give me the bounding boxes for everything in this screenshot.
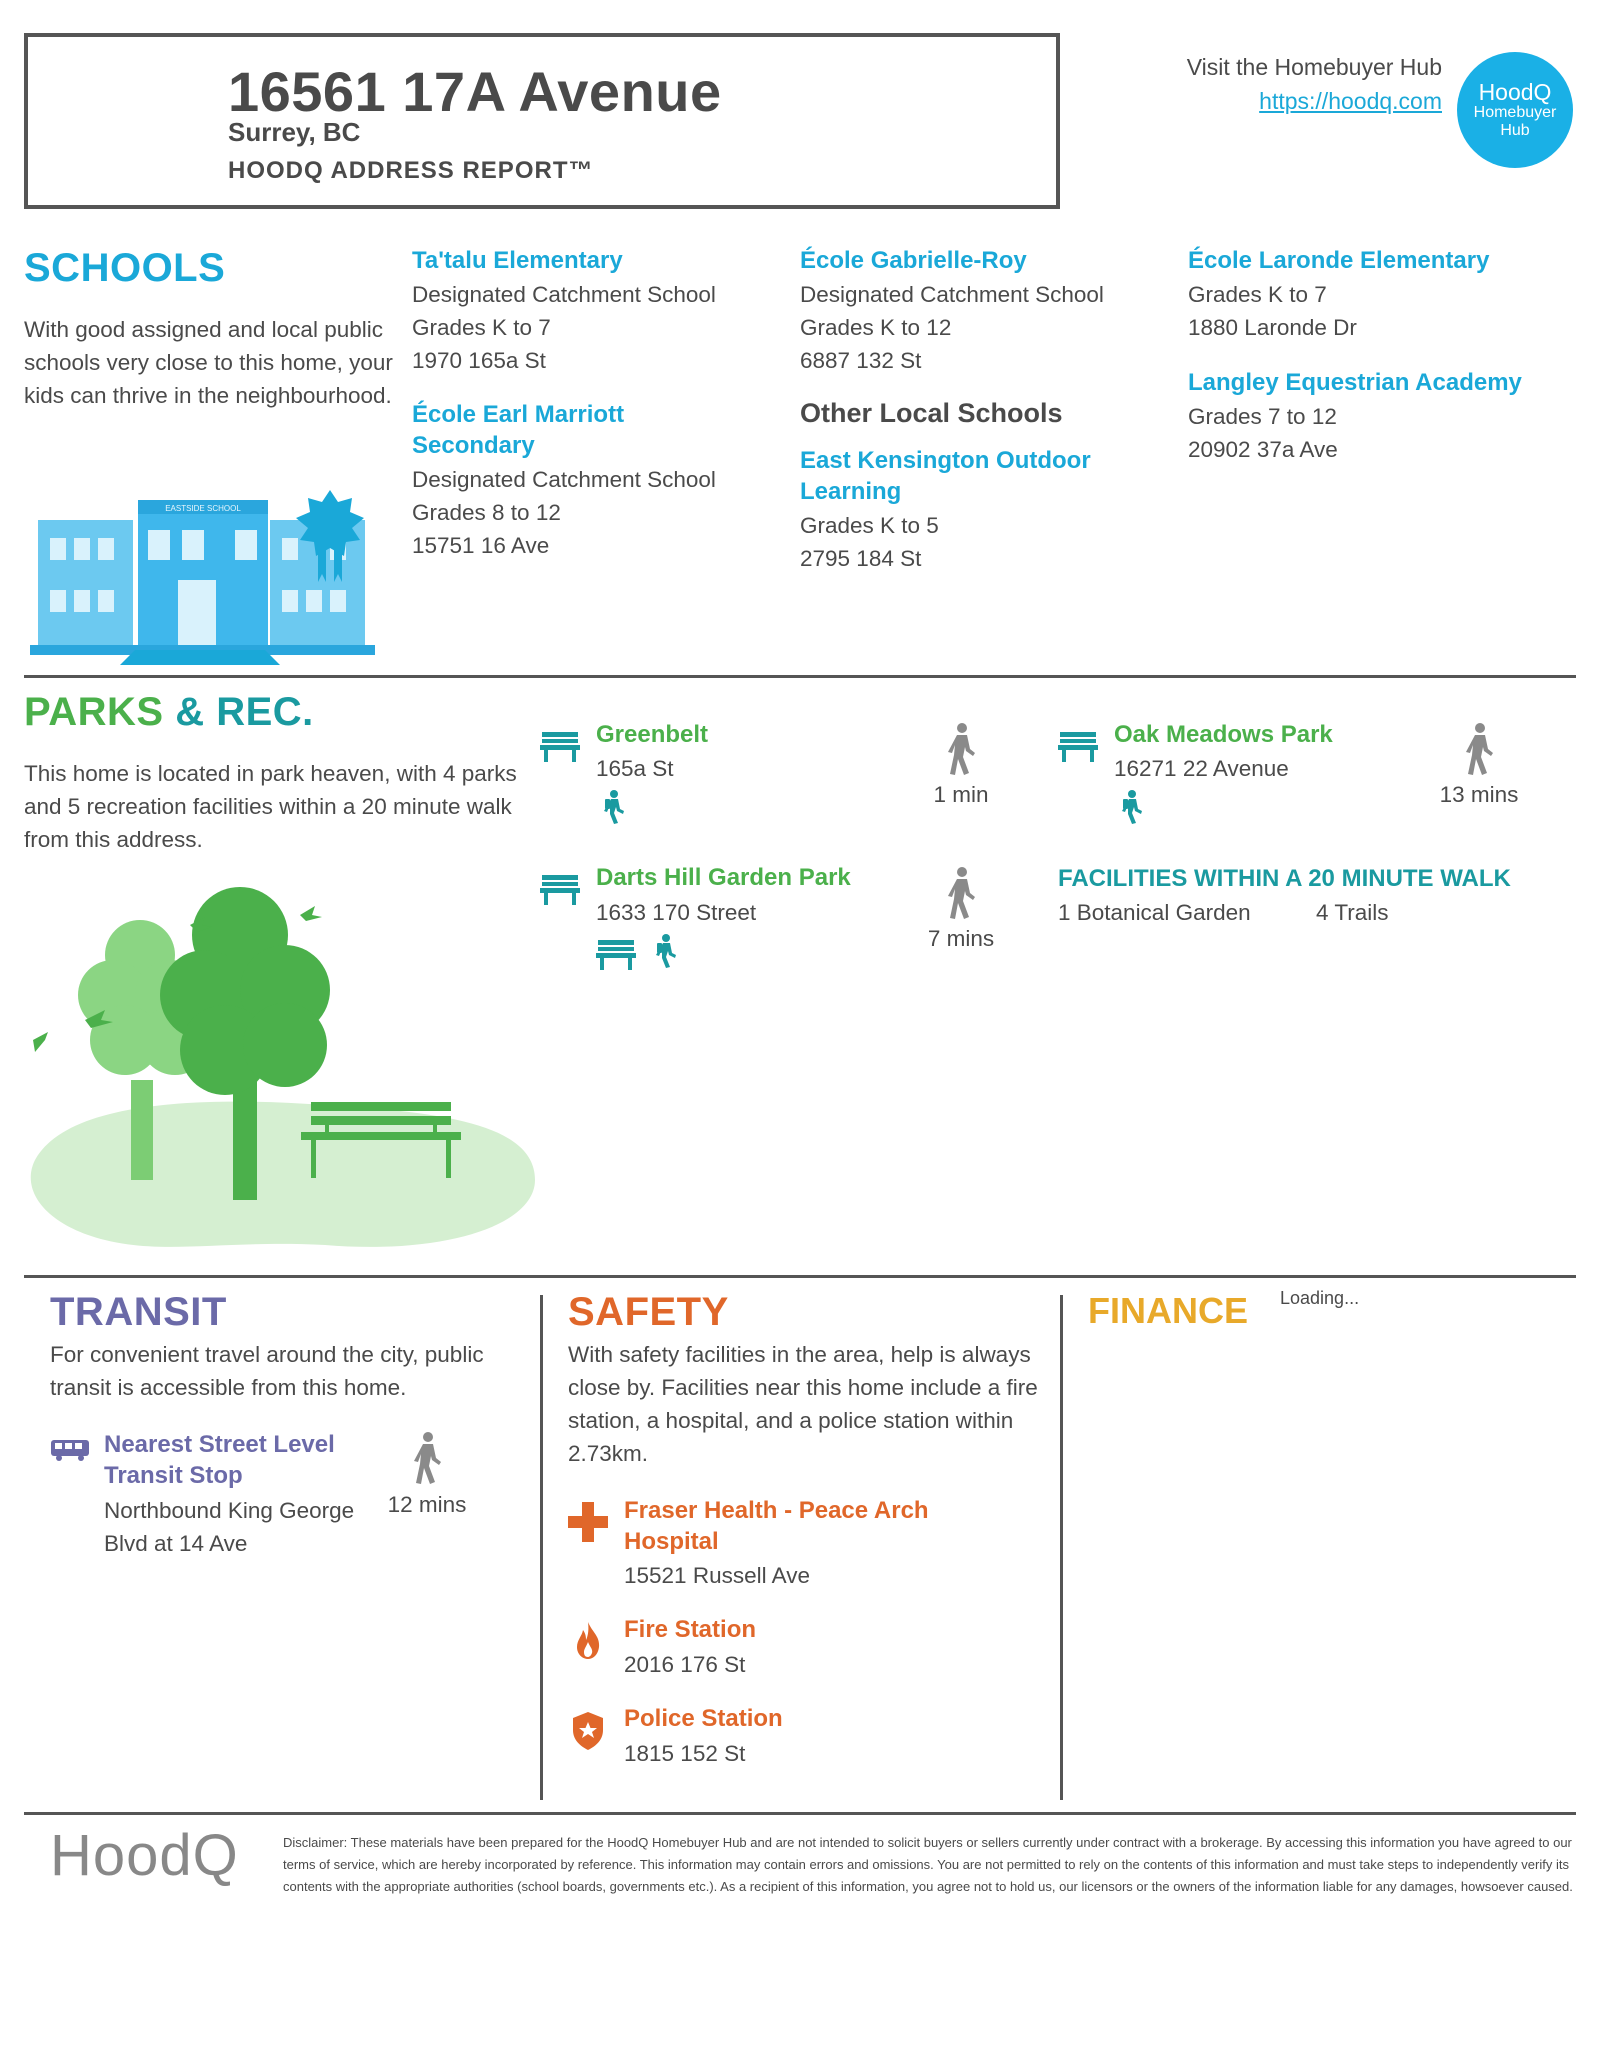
walk-time: 7 mins xyxy=(927,926,995,951)
transit-title: TRANSIT xyxy=(50,1290,227,1334)
park-address: 1633 170 Street xyxy=(596,900,757,925)
park-name[interactable]: Oak Meadows Park xyxy=(1114,721,1333,748)
school-sign: EASTSIDE SCHOOL xyxy=(165,504,241,513)
fire-station-address: 2016 176 St xyxy=(624,1652,746,1677)
disclaimer-text: Disclaimer: These materials have been prepared for the HoodQ Homebuyer Hub and are not intended to solicit buyers or sellers currently under contract with a brokerage. By accessing this information you have agreed to our terms of service, which are hereby incorporated by reference. This information may contain errors and omissions. You are not permitted to rely on the contents of this information and must take steps to independently verify its contents with the appropriate authorities (school boards, governments etc.). As a recipient of this information, you agree not to hold us, our licensors or the owners of the information liable for any damages, howsoever caused. xyxy=(283,1835,1573,1894)
transit-stop-label-cont[interactable]: Transit Stop xyxy=(104,1462,243,1489)
transit-description: For convenient travel around the city, public transit is accessible from this home. xyxy=(50,1342,484,1400)
parks-description: This home is located in park heaven, with 4 parks and 5 recreation facilities within a 20 minute walk from this address. xyxy=(24,761,517,852)
school-grades: Grades 8 to 12 xyxy=(412,500,561,525)
school-address: 1970 165a St xyxy=(412,348,546,373)
park-bench-icon xyxy=(540,873,580,907)
transit-stop-address-cont: Blvd at 14 Ave xyxy=(104,1531,248,1556)
finance-loading: Loading... xyxy=(1280,1288,1360,1308)
school-building-icon xyxy=(30,490,400,665)
fire-flame-icon xyxy=(574,1620,602,1660)
walking-icon xyxy=(944,723,978,779)
park-bench-icon xyxy=(596,938,636,972)
walk-time: 1 min xyxy=(933,782,989,807)
parks-title-a: PARKS xyxy=(24,690,164,734)
hospital-name[interactable]: Fraser Health - Peace Arch xyxy=(624,1497,929,1524)
school-name[interactable]: East Kensington Outdoor xyxy=(800,447,1091,474)
school-catchment: Designated Catchment School xyxy=(800,282,1104,307)
transit-stop-address: Northbound King George xyxy=(104,1498,355,1523)
finance-title: FINANCE xyxy=(1088,1290,1248,1331)
police-station-name[interactable]: Police Station xyxy=(624,1705,783,1732)
park-bench-icon xyxy=(540,730,580,764)
park-trees-icon xyxy=(25,880,540,1265)
facility-item: 4 Trails xyxy=(1316,900,1389,925)
hospital-name-cont[interactable]: Hospital xyxy=(624,1528,719,1555)
homebuyer-hub-badge[interactable] xyxy=(1457,52,1573,168)
school-name-cont[interactable]: Learning xyxy=(800,478,902,505)
section-divider xyxy=(24,1812,1576,1815)
schools-description: With good assigned and local public schools very close to this home, your kids can thrive in the neighbourhood. xyxy=(24,317,393,408)
walk-time: 13 mins xyxy=(1439,782,1519,807)
walk-time: 12 mins xyxy=(387,1492,467,1517)
other-schools-heading: Other Local Schools xyxy=(800,398,1063,428)
hospital-address: 15521 Russell Ave xyxy=(624,1563,810,1588)
school-grades: Grades K to 7 xyxy=(1188,282,1327,307)
park-address: 165a St xyxy=(596,756,674,781)
transit-stop-label[interactable]: Nearest Street Level xyxy=(104,1431,335,1458)
park-name[interactable]: Darts Hill Garden Park xyxy=(596,864,851,891)
hiking-icon xyxy=(1118,790,1144,826)
park-bench-icon xyxy=(1058,730,1098,764)
address-city: Surrey, BC xyxy=(228,117,361,147)
school-name[interactable]: École Earl Marriott xyxy=(412,401,625,428)
hiking-icon xyxy=(652,934,678,970)
badge-line-1: HoodQ xyxy=(1478,79,1552,105)
column-divider xyxy=(540,1295,543,1800)
address-header xyxy=(24,33,1060,209)
hiking-icon xyxy=(600,790,626,826)
school-grades: Grades K to 7 xyxy=(412,315,551,340)
school-catchment: Designated Catchment School xyxy=(412,467,716,492)
school-grades: Grades K to 5 xyxy=(800,513,939,538)
section-divider xyxy=(24,1275,1576,1278)
park-address: 16271 22 Avenue xyxy=(1114,756,1289,781)
safety-description: With safety facilities in the area, help is always close by. Facilities near this home include a fire station, a hospital, and a police station within 2.73km. xyxy=(568,1342,1038,1466)
badge-line-3: Hub xyxy=(1500,122,1530,139)
school-address: 15751 16 Ave xyxy=(412,533,550,558)
school-catchment: Designated Catchment School xyxy=(412,282,716,307)
parks-title-b: & REC. xyxy=(175,690,314,734)
school-name[interactable]: École Gabrielle-Roy xyxy=(800,247,1027,274)
school-name-cont[interactable]: Secondary xyxy=(412,432,535,459)
address-title: 16561 17A Avenue xyxy=(228,60,722,123)
schools-title: SCHOOLS xyxy=(24,246,226,290)
facility-item: 1 Botanical Garden xyxy=(1058,900,1251,925)
parks-title xyxy=(24,690,314,735)
walking-icon xyxy=(410,1432,444,1488)
school-address: 6887 132 St xyxy=(800,348,922,373)
hospital-cross-icon xyxy=(568,1502,608,1542)
police-badge-icon xyxy=(572,1712,604,1750)
school-name[interactable]: Ta'talu Elementary xyxy=(412,247,623,274)
report-label: HOODQ ADDRESS REPORT™ xyxy=(228,157,594,184)
walking-icon xyxy=(1462,723,1496,779)
school-name[interactable]: Langley Equestrian Academy xyxy=(1188,369,1522,396)
hoodq-logo: HoodQ xyxy=(50,1823,239,1888)
school-grades: Grades 7 to 12 xyxy=(1188,404,1337,429)
facilities-heading: FACILITIES WITHIN A 20 MINUTE WALK xyxy=(1058,865,1511,892)
school-address: 20902 37a Ave xyxy=(1188,437,1338,462)
hub-link[interactable]: https://hoodq.com xyxy=(1259,88,1442,114)
school-address: 1880 Laronde Dr xyxy=(1188,315,1357,340)
badge-line-2: Homebuyer xyxy=(1473,104,1557,121)
fire-station-name[interactable]: Fire Station xyxy=(624,1616,757,1643)
hub-visit-text: Visit the Homebuyer Hub xyxy=(1186,54,1442,80)
park-name[interactable]: Greenbelt xyxy=(596,721,709,748)
police-station-address: 1815 152 St xyxy=(624,1741,746,1766)
walking-icon xyxy=(944,867,978,923)
school-address: 2795 184 St xyxy=(800,546,922,571)
safety-title: SAFETY xyxy=(568,1290,729,1334)
column-divider xyxy=(1060,1295,1063,1800)
school-name[interactable]: École Laronde Elementary xyxy=(1188,247,1490,274)
school-grades: Grades K to 12 xyxy=(800,315,952,340)
section-divider xyxy=(24,675,1576,678)
bus-icon xyxy=(50,1438,90,1462)
